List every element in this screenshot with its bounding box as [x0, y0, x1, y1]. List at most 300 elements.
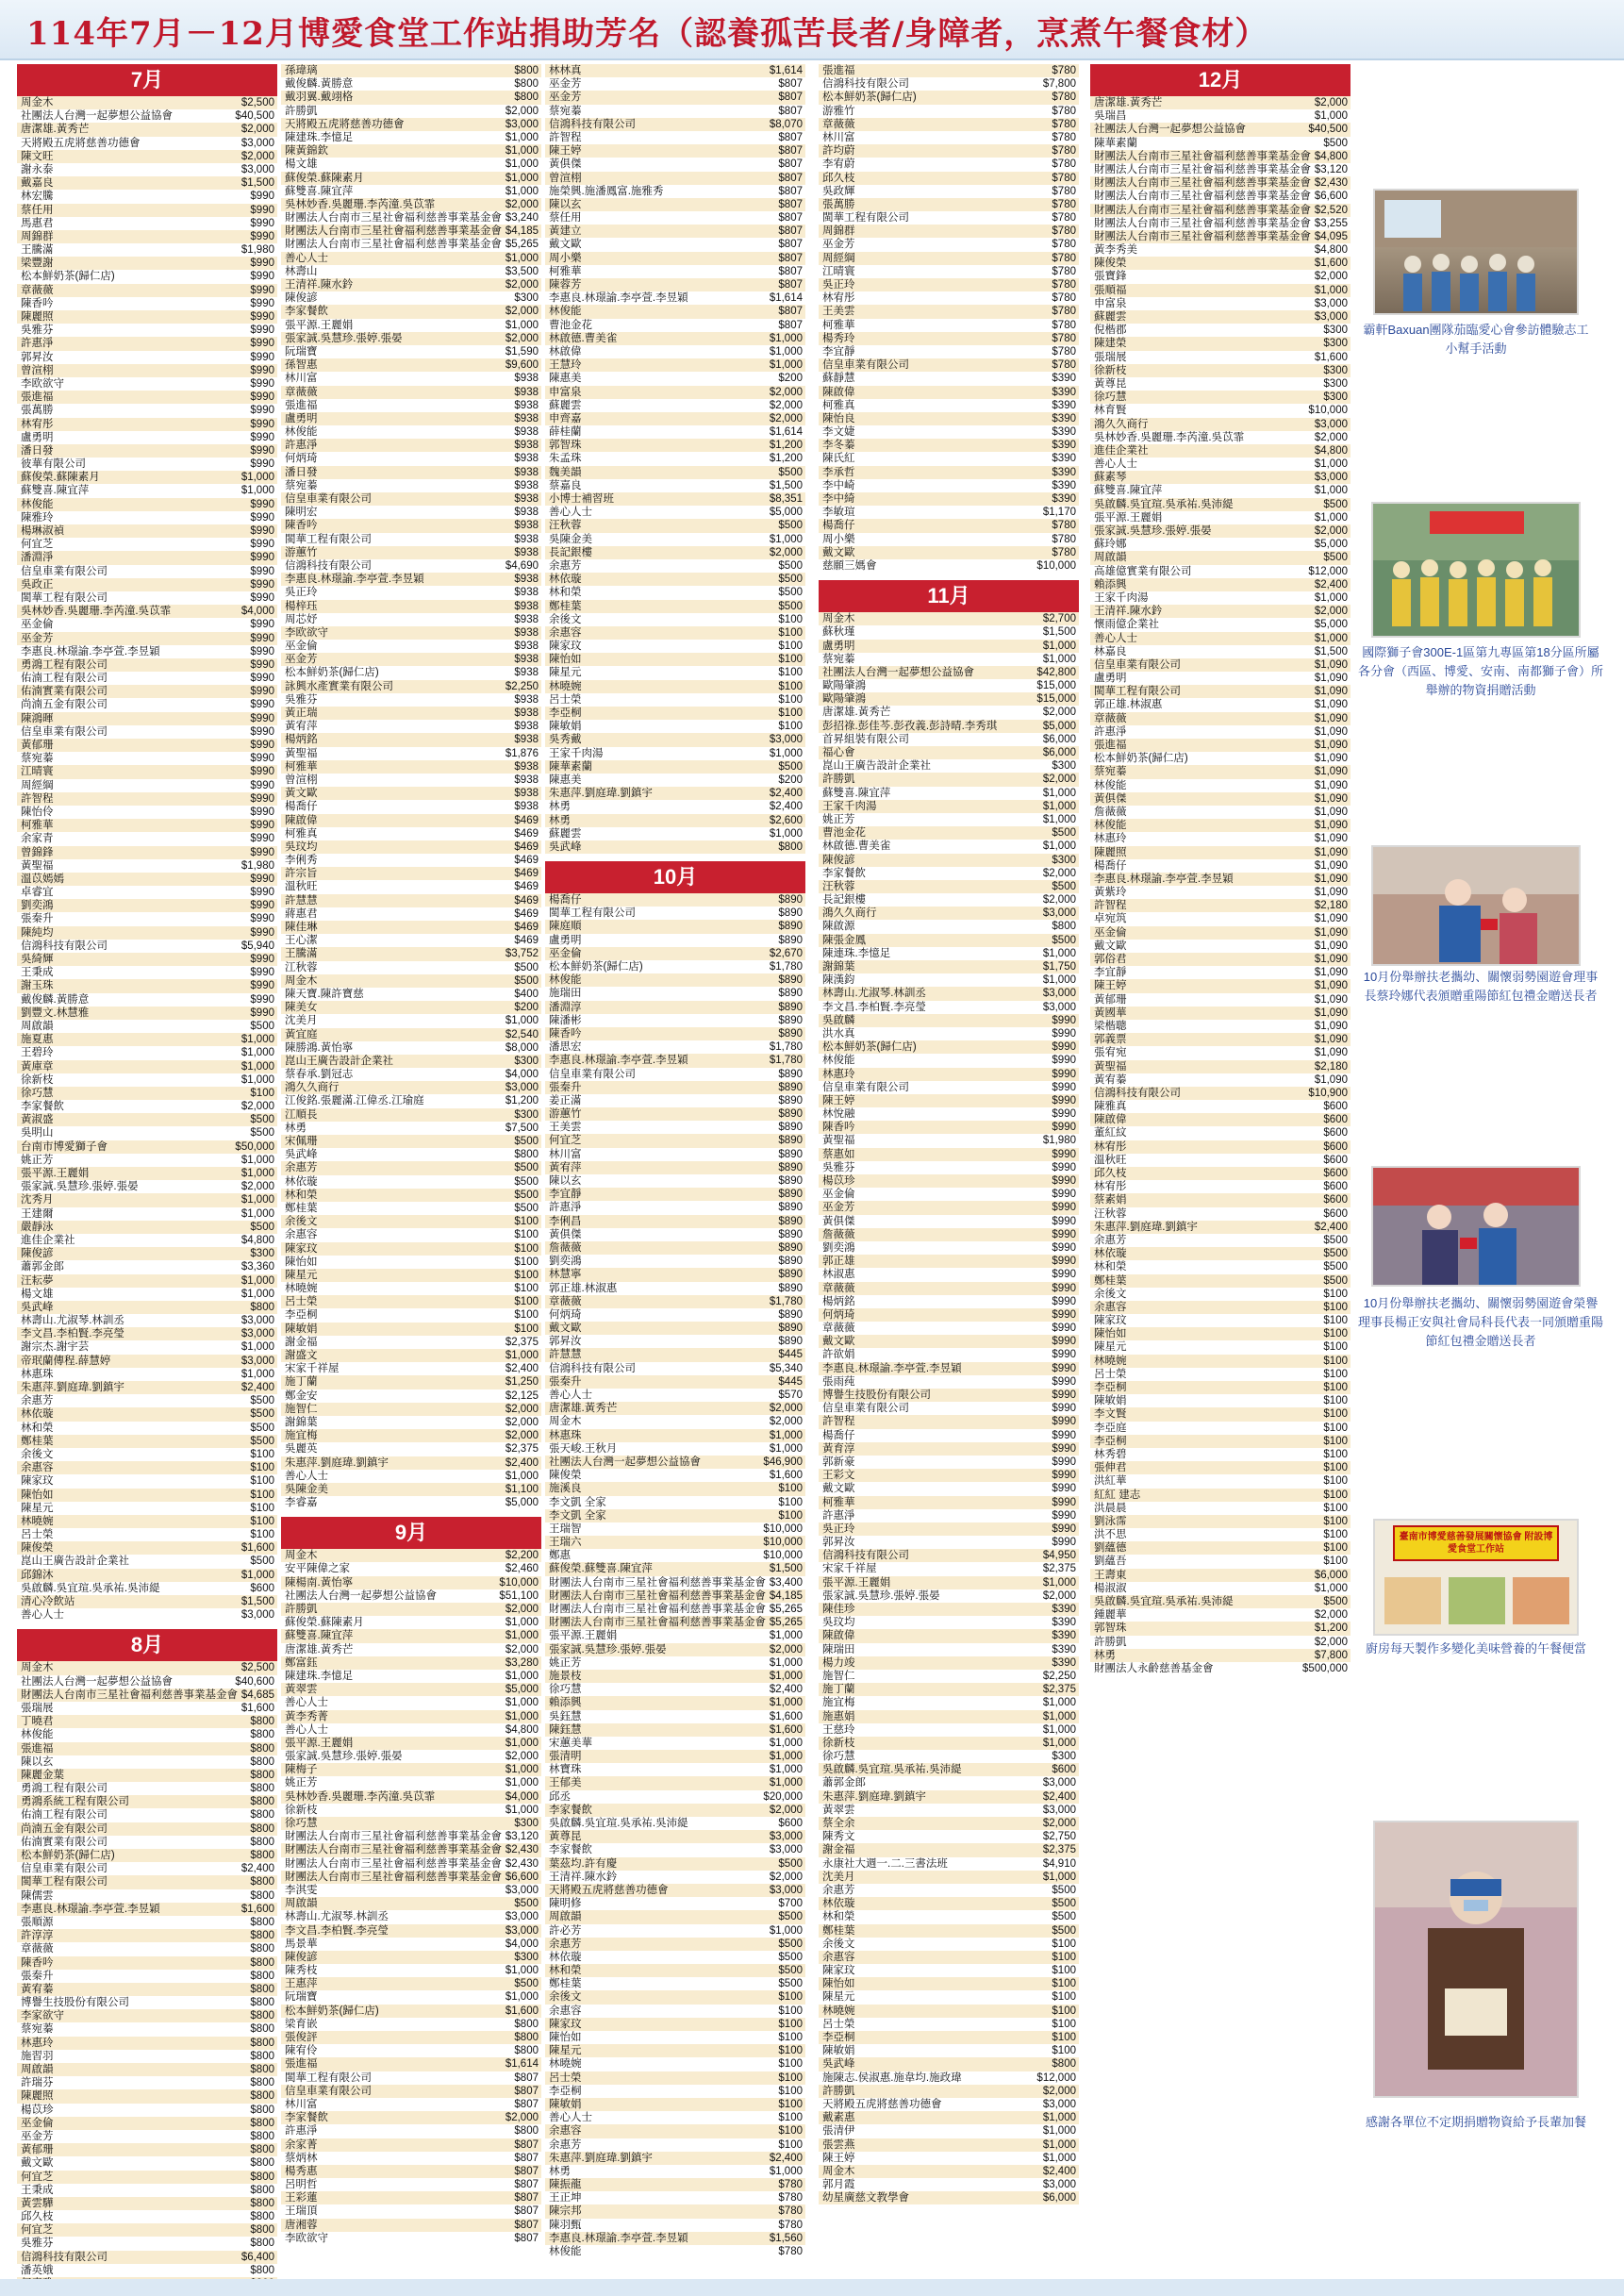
- donor-row: [281, 1871, 541, 1884]
- donor-amount: $1,200: [1314, 1622, 1348, 1635]
- donor-row: [1090, 1073, 1351, 1087]
- donor-name: 佑湳工程有限公司: [21, 1809, 108, 1822]
- donor-name: 李家餐飲: [549, 1804, 592, 1816]
- donor-row: [17, 96, 277, 109]
- donor-name: 游蕙竹: [285, 546, 318, 558]
- donor-name: 余後文: [549, 1991, 582, 2004]
- donor-name: 吳玟均: [822, 1617, 855, 1629]
- donor-row: [545, 1362, 805, 1375]
- donor-amount: $800: [250, 1809, 274, 1822]
- donor-amount: $500: [1052, 934, 1076, 946]
- donor-name: 周啟韻: [549, 1911, 582, 1923]
- donor-row: [545, 1040, 805, 1054]
- donor-row: [819, 559, 1079, 573]
- donor-name: 盧勇明: [1094, 673, 1127, 685]
- donor-amount: $1,090: [1314, 740, 1348, 751]
- donor-name: 林育賢: [1094, 405, 1127, 417]
- donor-row: [819, 867, 1079, 880]
- donor-name: 馬惠君: [21, 217, 54, 229]
- donor-name: 黃俱傑: [549, 1228, 582, 1240]
- donor-amount: $1,000: [505, 1804, 539, 1816]
- donor-name: 鄭富鈺: [285, 1656, 318, 1669]
- donor-amount: $990: [250, 993, 274, 1006]
- donor-row: [281, 1269, 541, 1282]
- donor-name: 財團法人台南市三星社會福利慈善事業基金會: [21, 1689, 238, 1701]
- donor-row: [545, 573, 805, 586]
- donor-amount: $1,000: [1314, 632, 1348, 644]
- donor-amount: $1,000: [1042, 1697, 1076, 1709]
- donor-amount: $500: [250, 1422, 274, 1434]
- donor-row: [1090, 806, 1351, 819]
- donor-name: 余後文: [285, 1216, 318, 1228]
- donor-name: 陳俊榮: [549, 1470, 582, 1482]
- donor-amount: $1,090: [1314, 846, 1348, 858]
- donor-row: [545, 225, 805, 238]
- donor-amount: $6,600: [505, 1871, 539, 1883]
- donor-amount: $3,000: [240, 137, 274, 149]
- donor-name: 柯雅華: [21, 820, 54, 832]
- donor-amount: $990: [1052, 1161, 1076, 1173]
- donor-name: 施榮興.施潘鳳富.施雅秀: [549, 185, 664, 197]
- donor-row: [545, 2232, 805, 2245]
- donor-row: [819, 1014, 1079, 1027]
- donor-row: [17, 846, 277, 859]
- donor-name: 余惠容: [549, 2125, 582, 2138]
- donor-name: 張平源.王麗娟: [285, 1737, 354, 1749]
- donor-name: 唐潔雄.黃秀芒: [822, 707, 891, 719]
- donor-row: [819, 1456, 1079, 1469]
- donor-row: [281, 1776, 541, 1789]
- donor-name: 蘇雙喜.陳宜萍: [822, 787, 891, 799]
- donor-name: 陳振龍: [549, 2179, 582, 2191]
- donor-row: [281, 774, 541, 787]
- donor-name: 李敏瑄: [822, 507, 855, 519]
- donor-amount: $300: [1052, 1751, 1076, 1763]
- donor-amount: $1,600: [1314, 258, 1348, 270]
- donor-row: [545, 1589, 805, 1603]
- donor-amount: $3,000: [505, 118, 539, 130]
- donor-amount: $500: [250, 1127, 274, 1140]
- donor-name: 楊文雄: [21, 1288, 54, 1300]
- donor-amount: $12,000: [1036, 2071, 1076, 2084]
- donor-amount: $500: [514, 974, 539, 987]
- donor-row: [17, 431, 277, 444]
- donor-name: 陳蓉芳: [549, 279, 582, 291]
- donor-row: [545, 1094, 805, 1107]
- donor-amount: $100: [1323, 1529, 1348, 1541]
- donor-row: [1090, 819, 1351, 832]
- donor-row: [545, 466, 805, 479]
- donor-row: [17, 2130, 277, 2143]
- donor-amount: $800: [250, 1796, 274, 1808]
- donor-amount: $800: [250, 1956, 274, 1969]
- donor-amount: $469: [514, 855, 539, 867]
- donor-row: [545, 1576, 805, 1589]
- donor-amount: $990: [250, 258, 274, 270]
- donor-name: 陳啟偉: [1094, 1114, 1127, 1126]
- donor-row: [17, 364, 277, 377]
- donor-amount: $780: [1052, 319, 1076, 331]
- donor-name: 林俊能: [549, 2246, 582, 2257]
- donor-row: [281, 452, 541, 465]
- donor-row: [545, 1322, 805, 1335]
- donor-row: [17, 1956, 277, 1970]
- donor-amount: $890: [778, 1323, 803, 1335]
- donor-amount: $1,600: [769, 1723, 803, 1736]
- donor-name: 蔡任用: [21, 204, 54, 216]
- donor-name: 林壽山.尤淑琴.林訓丞: [822, 988, 926, 1000]
- donor-row: [281, 1843, 541, 1856]
- donor-amount: $938: [514, 440, 539, 452]
- donor-row: [17, 2076, 277, 2089]
- donor-name: 蔡任用: [549, 212, 582, 225]
- donor-amount: $300: [1323, 377, 1348, 390]
- donor-name: 劉泳霈: [1094, 1515, 1127, 1527]
- donor-row: [281, 1094, 541, 1107]
- donor-amount: $5,340: [769, 1362, 803, 1374]
- donor-name: 黃聖福: [1094, 1060, 1127, 1073]
- donor-name: 鄭桂葉: [549, 1978, 582, 1990]
- donor-row: [819, 826, 1079, 840]
- donor-name: 林依璇: [822, 1898, 855, 1910]
- donor-row: [281, 1014, 541, 1027]
- donor-row: [281, 533, 541, 546]
- donor-name: 陳怡如: [21, 1489, 54, 1501]
- donor-row: [545, 1843, 805, 1856]
- donor-row: [281, 466, 541, 479]
- donor-row: [545, 533, 805, 546]
- donor-name: 陳秀文: [822, 1831, 855, 1843]
- donor-name: 李亞桐: [1094, 1435, 1127, 1447]
- donor-amount: $2,200: [505, 1550, 539, 1562]
- donor-row: [545, 2031, 805, 2044]
- donor-amount: $570: [778, 1389, 803, 1401]
- donor-row: [17, 1221, 277, 1234]
- donor-name: 詠興水產實業有限公司: [285, 680, 393, 692]
- donor-name: 幼星廣慈文教學會: [822, 2192, 909, 2204]
- donor-row: [545, 920, 805, 933]
- donor-name: 施景枝: [549, 1670, 582, 1682]
- donor-row: [545, 1710, 805, 1723]
- donor-row: [545, 893, 805, 907]
- donor-row: [17, 899, 277, 912]
- donor-row: [819, 118, 1079, 131]
- donor-name: 林俊能: [1094, 820, 1127, 832]
- caption-2: 國際獅子會300E-1區第九專區第18分區所屬各分會（西區、博愛、安南、南都獅子會）所舉辦的物資捐贈活動: [1358, 645, 1604, 697]
- donor-name: 朱惠萍.劉庭瑋.劉鎮宇: [549, 2152, 653, 2164]
- donor-amount: $938: [514, 520, 539, 532]
- donor-row: [1090, 163, 1351, 176]
- donor-amount: $600: [250, 1582, 274, 1594]
- donor-name: 蘇素琴: [1094, 472, 1127, 484]
- donor-name: 潘淵淨: [21, 552, 54, 564]
- donor-row: [819, 1348, 1079, 1361]
- donor-amount: $990: [250, 271, 274, 283]
- donor-row: [281, 131, 541, 144]
- donor-name: 陳明宏: [285, 507, 318, 519]
- donor-name: 洪紅華: [1094, 1475, 1127, 1488]
- donor-name: 財團法人台南市三星社會福利慈善事業基金會: [549, 1589, 766, 1602]
- donor-row: [281, 1161, 541, 1174]
- column-5: [1090, 64, 1351, 1675]
- donor-amount: $100: [1052, 1978, 1076, 1990]
- caption-4: 10月份舉辦扶老攜幼、關懷弱勢園遊會榮譽理事長楊正安與社會局科長代表一同頒贈重陽節紅包禮金贈送長者: [1358, 1296, 1604, 1348]
- donor-amount: $990: [250, 820, 274, 832]
- donor-name: 財團法人台南市三星社會福利慈善事業基金會: [285, 239, 502, 251]
- donor-amount: $100: [514, 1269, 539, 1281]
- donor-name: 嚴靜泳: [21, 1221, 54, 1233]
- donor-amount: $1,000: [240, 472, 274, 484]
- donor-name: 余惠芳: [549, 2138, 582, 2151]
- donor-row: [819, 1804, 1079, 1817]
- donor-amount: $2,500: [240, 1662, 274, 1674]
- donor-row: [281, 1429, 541, 1442]
- donor-row: [545, 1696, 805, 1709]
- donor-amount: $1,000: [769, 345, 803, 358]
- donor-amount: $990: [250, 377, 274, 390]
- donor-name: 張平源.王麗娟: [1094, 511, 1163, 524]
- donor-amount: $800: [250, 1876, 274, 1888]
- donor-row: [17, 1073, 277, 1087]
- donor-row: [1090, 658, 1351, 672]
- donor-row: [17, 324, 277, 337]
- donor-name: 王秉成: [21, 2184, 54, 2196]
- donor-row: [17, 1474, 277, 1488]
- donor-name: 張雲燕: [822, 2138, 855, 2151]
- donor-amount: $40,600: [235, 1675, 274, 1688]
- donor-row: [819, 386, 1079, 399]
- donor-row: [545, 666, 805, 679]
- donor-name: 林依璇: [285, 1175, 318, 1188]
- donor-name: 林和榮: [549, 1965, 582, 1977]
- donor-name: 台南市博愛獅子會: [21, 1140, 108, 1153]
- donor-amount: $1,000: [1314, 1582, 1348, 1594]
- donor-amount: $990: [1052, 1014, 1076, 1026]
- donor-name: 劉奕鴻: [549, 1256, 582, 1268]
- donor-amount: $990: [1052, 1429, 1076, 1441]
- donor-row: [1090, 832, 1351, 845]
- donor-row: [819, 1990, 1079, 2004]
- donor-row: [545, 211, 805, 225]
- donor-name: 賴添興: [549, 1697, 582, 1709]
- donor-row: [17, 698, 277, 711]
- donor-amount: $42,800: [1036, 666, 1076, 678]
- donor-name: 陳楊南.黃怡寧: [285, 1576, 354, 1589]
- donor-amount: $990: [250, 833, 274, 845]
- donor-name: 林俊能: [549, 974, 582, 987]
- donor-row: [281, 252, 541, 265]
- donor-row: [281, 1282, 541, 1295]
- donor-name: 余惠芳: [549, 559, 582, 572]
- donor-amount: $390: [1052, 386, 1076, 398]
- donor-name: 王家千肉湯: [822, 800, 877, 812]
- donor-amount: $990: [250, 645, 274, 657]
- donor-row: [819, 425, 1079, 439]
- donor-row: [819, 492, 1079, 506]
- donor-name: 蔡春承.劉冠志: [285, 1069, 354, 1081]
- donor-amount: $1,000: [769, 1429, 803, 1441]
- donor-row: [819, 1790, 1079, 1804]
- donor-name: 潘英娥: [21, 2264, 54, 2276]
- donor-name: 李家餐飲: [549, 1844, 592, 1856]
- donor-name: 陳天寶.陳許寶慈: [285, 988, 364, 1000]
- donor-name: 劉奕鴻: [21, 900, 54, 912]
- donor-name: 巫金芳: [21, 2130, 54, 2142]
- donor-row: [819, 1174, 1079, 1188]
- donor-name: 長記銀樓: [549, 546, 592, 558]
- photo-elder-gift: [1373, 1821, 1579, 2098]
- donor-name: 阮瑞寶: [285, 345, 318, 358]
- donor-amount: $12,000: [1308, 565, 1348, 577]
- donor-name: 陳敏娟: [549, 2098, 582, 2110]
- donor-row: [819, 546, 1079, 559]
- donor-row: [819, 800, 1079, 813]
- donor-name: 松本鮮奶茶(歸仁店): [21, 1850, 115, 1861]
- donor-amount: $780: [1052, 345, 1076, 358]
- donor-name: 陳瑞田: [822, 1643, 855, 1655]
- donor-row: [281, 1483, 541, 1496]
- donor-name: 信鴻科技有限公司: [1094, 1087, 1181, 1099]
- donor-row: [545, 1990, 805, 2004]
- donor-name: 王美雲: [549, 1122, 582, 1134]
- donor-row: [281, 1175, 541, 1189]
- donor-name: 信皇車業有限公司: [822, 359, 909, 372]
- donor-row: [819, 746, 1079, 759]
- donor-row: [17, 1983, 277, 1996]
- donor-row: [17, 377, 277, 391]
- donor-name: 洪不思: [1094, 1529, 1127, 1541]
- donor-row: [17, 1381, 277, 1394]
- donor-row: [819, 158, 1079, 171]
- donor-row: [17, 672, 277, 685]
- donor-name: 蔡素娟: [1094, 1194, 1127, 1206]
- donor-name: 社團法人台灣一起夢想公益協會: [822, 666, 974, 678]
- donor-name: 楊淑淑: [1094, 1582, 1127, 1594]
- donor-row: [1090, 940, 1351, 953]
- donor-row: [17, 712, 277, 725]
- donor-amount: $938: [514, 600, 539, 612]
- donor-amount: $1,980: [240, 859, 274, 872]
- donor-name: 宋家千祥屋: [285, 1363, 340, 1375]
- donor-row: [545, 1643, 805, 1656]
- donor-row: [545, 1375, 805, 1389]
- donor-name: 施智仁: [285, 1403, 318, 1415]
- donor-row: [17, 752, 277, 765]
- donor-name: 財團法人台南市三星社會福利慈善事業基金會: [1094, 217, 1311, 229]
- donor-row: [545, 238, 805, 251]
- donor-name: 松本鮮奶茶(歸仁店): [822, 92, 917, 104]
- donor-amount: $938: [514, 734, 539, 746]
- donor-amount: $500: [778, 466, 803, 478]
- donor-name: 唐潔雄.黃秀芒: [1094, 97, 1163, 108]
- donor-amount: $807: [778, 212, 803, 225]
- donor-row: [819, 1282, 1079, 1295]
- donor-row: [819, 733, 1079, 746]
- donor-name: 戴素惠: [822, 2112, 855, 2124]
- donor-amount: $780: [1052, 198, 1076, 210]
- donor-amount: $990: [250, 686, 274, 698]
- donor-amount: $938: [514, 386, 539, 398]
- donor-name: 江順長: [285, 1108, 318, 1121]
- donor-row: [17, 618, 277, 631]
- donor-name: 陳香吟: [549, 1027, 582, 1040]
- donor-name: 陳家玟: [549, 641, 582, 653]
- donor-amount: $800: [250, 1729, 274, 1741]
- donor-row: [1090, 1407, 1351, 1421]
- donor-row: [281, 1228, 541, 1241]
- donor-row: [281, 1964, 541, 1977]
- donor-name: 王瑞頂: [285, 2205, 318, 2218]
- donor-row: [1090, 1100, 1351, 1113]
- month-header-oct: 10月: [545, 861, 805, 893]
- donor-amount: $2,250: [505, 680, 539, 692]
- donor-name: 吳瑞昌: [1094, 110, 1127, 123]
- donor-amount: $780: [1052, 212, 1076, 225]
- donor-amount: $2,000: [769, 1643, 803, 1655]
- donor-amount: $500: [250, 1395, 274, 1407]
- donor-row: [281, 1081, 541, 1094]
- donor-row: [545, 707, 805, 720]
- donor-amount: $800: [250, 2211, 274, 2223]
- donor-row: [281, 613, 541, 626]
- donor-name: 張萬勝: [822, 198, 855, 210]
- donor-row: [17, 230, 277, 243]
- donor-amount: $2,000: [769, 546, 803, 558]
- donor-name: 許慧慧: [549, 1349, 582, 1361]
- donor-row: [1090, 739, 1351, 752]
- donor-row: [281, 2191, 541, 2204]
- donor-name: 蘇雙喜.陳宜萍: [285, 185, 354, 197]
- donor-row: [545, 559, 805, 573]
- donor-row: [819, 2057, 1079, 2071]
- donor-amount: $1,000: [1042, 947, 1076, 959]
- donor-name: 蔡宛蓁: [822, 653, 855, 665]
- donor-row: [281, 666, 541, 679]
- donor-amount: $807: [514, 2232, 539, 2244]
- donor-amount: $990: [1052, 1295, 1076, 1307]
- donor-amount: $3,000: [1314, 472, 1348, 484]
- donor-row: [17, 511, 277, 524]
- donor-amount: $500: [1052, 1924, 1076, 1937]
- donor-amount: $100: [778, 1509, 803, 1522]
- donor-name: 崑山王廣告設計企業社: [21, 1556, 129, 1568]
- donor-amount: $100: [514, 1309, 539, 1322]
- donor-row: [819, 720, 1079, 733]
- donor-name: 吳明山: [21, 1127, 54, 1140]
- donor-amount: $990: [1052, 1189, 1076, 1201]
- donor-row: [819, 1295, 1079, 1308]
- donor-name: 戴文歐: [21, 2157, 54, 2170]
- donor-name: 許惠淨: [21, 338, 54, 350]
- donor-row: [1090, 1649, 1351, 1662]
- donor-name: 林宥彤: [822, 292, 855, 305]
- donor-name: 陳氏紅: [822, 453, 855, 465]
- donor-name: 何宜芝: [21, 539, 54, 551]
- donor-name: 社團法人台灣一起夢想公益協會: [21, 1675, 173, 1688]
- donor-row: [17, 1661, 277, 1674]
- donor-name: 信皇車業有限公司: [21, 1863, 108, 1875]
- donor-amount: $807: [514, 2192, 539, 2204]
- donor-amount: $780: [1052, 265, 1076, 277]
- donor-amount: $1,500: [240, 1596, 274, 1607]
- donor-row: [17, 1836, 277, 1849]
- donor-name: 林曉婉: [21, 1515, 54, 1527]
- donor-row: [819, 2178, 1079, 2191]
- donor-row: [281, 1028, 541, 1041]
- donor-name: 信鴻科技有限公司: [21, 940, 108, 952]
- donor-name: 楊喬仔: [549, 894, 582, 907]
- donor-name: 吳麗英: [285, 1443, 318, 1456]
